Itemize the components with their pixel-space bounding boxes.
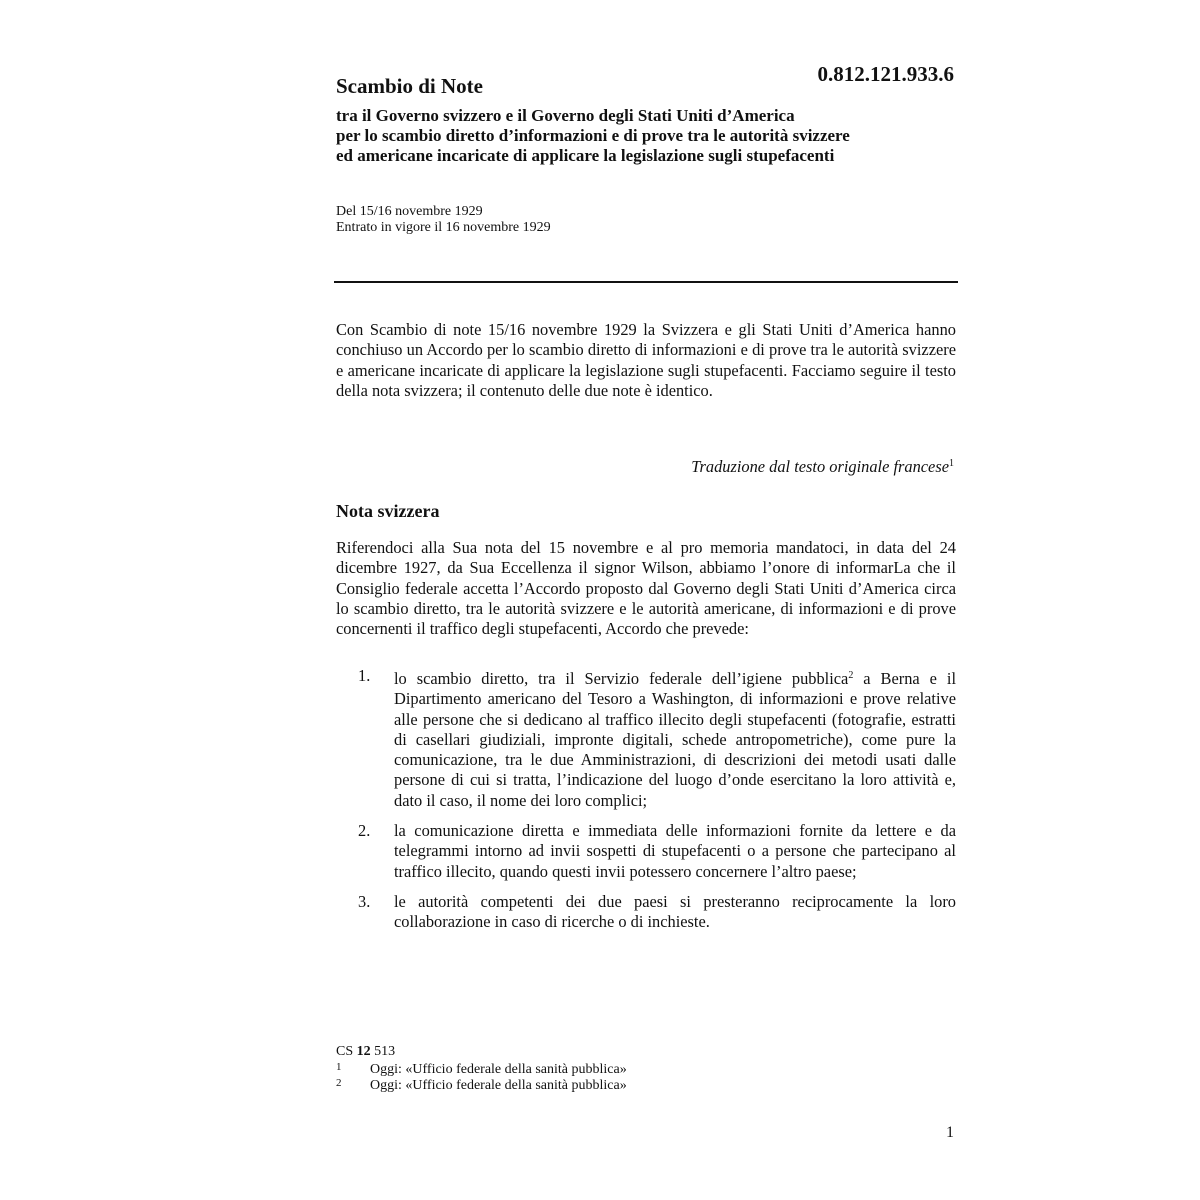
list-item-number: 3. xyxy=(358,891,371,911)
translation-note-text: Traduzione dal testo originale francese xyxy=(691,457,949,476)
list-item-text: lo scambio diretto, tra il Servizio federale dell’igiene pubblica xyxy=(394,669,849,688)
horizontal-rule xyxy=(334,281,958,283)
in-force-line: Entrato in vigore il 16 novembre 1929 xyxy=(336,220,551,235)
date-line: Del 15/16 novembre 1929 xyxy=(336,204,483,219)
sr-number: 0.812.121.933.6 xyxy=(817,62,954,86)
footnote xyxy=(336,1062,627,1078)
subtitle-line: per lo scambio diretto d’informazioni e di prove tra le autorità svizzere xyxy=(336,126,850,145)
document-title: Scambio di Note xyxy=(336,74,483,98)
footnote-text: Oggi: «Ufficio federale della sanità pubblica» xyxy=(370,1062,627,1077)
footnote-ref[interactable]: 1 xyxy=(949,458,954,469)
list-item xyxy=(336,892,956,933)
note-paragraph: Riferendoci alla Sua nota del 15 novembre e al pro memoria mandatoci, in data del 24 dicembre 1927, da Sua Eccellenza il signor Wilson, abbiamo l’onore di informarLa che il Consiglio federale accetta l’Accordo proposto dal Governo degli Stati Uniti d’America circa lo scambio diretto, tra le autorità svizzere e le autorità americane, di informazioni e di prove concernenti il traffico degli stupefacenti, Accordo che prevede: xyxy=(336,538,956,639)
list-item-number: 2. xyxy=(358,821,371,841)
footnote-text: Oggi: «Ufficio federale della sanità pubblica» xyxy=(370,1078,627,1093)
intro-paragraph: Con Scambio di note 15/16 novembre 1929 la Svizzera e gli Stati Uniti d’America hanno conchiuso un Accordo per lo scambio diretto di informazioni e di prove tra le autorità svizzere e americane incaricate di applicare la legislazione sugli stupefacenti. Facciamo seguire il testo della nota svizzera; il contenuto delle due note è identico. xyxy=(336,320,956,400)
cs-volume: 12 xyxy=(356,1044,371,1059)
footnotes xyxy=(336,1062,627,1094)
footnote-number: 2 xyxy=(336,1077,342,1089)
section-heading: Nota svizzera xyxy=(336,501,440,521)
list-item-text: la comunicazione diretta e immediata delle informazioni fornite da lettere e da telegrammi intorno ad invii sospetti di stupefacenti o a persone che partecipano al traffico illecito, quando questi invii potessero concernere l’altro paese; xyxy=(394,821,956,881)
list-item xyxy=(336,666,956,811)
subtitle-line: ed americane incaricate di applicare la legislazione sugli stupefacenti xyxy=(336,146,835,165)
translation-note xyxy=(691,457,954,477)
provisions-list xyxy=(336,666,956,943)
document-dates xyxy=(336,204,551,236)
document-subtitle xyxy=(336,106,976,166)
footnote-number: 1 xyxy=(336,1061,342,1073)
page-number: 1 xyxy=(946,1124,954,1141)
list-item-number: 1. xyxy=(358,666,371,685)
cs-page: 513 xyxy=(370,1044,396,1059)
list-item xyxy=(336,821,956,882)
subtitle-line: tra il Governo svizzero e il Governo degli Stati Uniti d’America xyxy=(336,106,795,125)
collection-reference xyxy=(336,1044,395,1060)
list-item-text: le autorità competenti dei due paesi si presteranno reciprocamente la loro collaborazione in caso di ricerche o di inchieste. xyxy=(394,891,956,932)
footnote xyxy=(336,1078,627,1094)
list-item-text: a Berna e il Dipartimento americano del Tesoro a Washington, di informazioni e prove relative alle persone che si dedicano al traffico illecito degli stupefacenti (fotografie, estratti di casellari giudiziali, impronte digitali, schede antropometriche), come pure la comunicazione, tra le due Amministrazioni, di descrizioni dei metodi usati dalle persone di cui si tratta, l’indicazione del luogo d’onde esercitano la loro attività e, dato il caso, il nome dei loro complici; xyxy=(394,669,957,810)
footnote-ref[interactable]: 2 xyxy=(848,670,854,681)
cs-prefix: CS xyxy=(336,1044,357,1059)
